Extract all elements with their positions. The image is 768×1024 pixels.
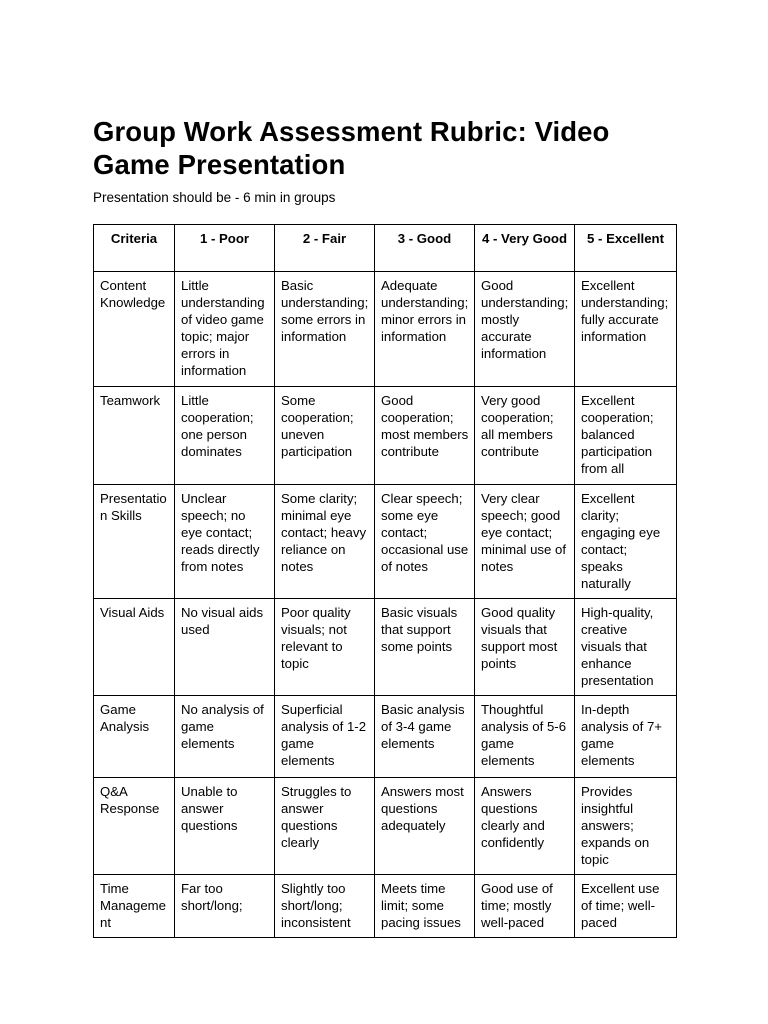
table-row — [94, 778, 677, 875]
table-row — [94, 272, 677, 387]
column-header-very-good: 4 - Very Good — [475, 225, 575, 272]
table-cell: High-quality, creative visuals that enhance presentation — [575, 599, 677, 696]
table-cell: Very clear speech; good eye contact; minimal use of notes — [475, 485, 575, 599]
column-header-excellent: 5 - Excellent — [575, 225, 677, 272]
table-cell: In-depth analysis of 7+ game elements — [575, 696, 677, 778]
table-cell: Superficial analysis of 1-2 game elements — [275, 696, 375, 778]
table-cell: Good cooperation; most members contribute — [375, 387, 475, 485]
table-cell: Little cooperation; one person dominates — [175, 387, 275, 485]
table-cell: Basic visuals that support some points — [375, 599, 475, 696]
table-cell: Provides insightful answers; expands on topic — [575, 778, 677, 875]
column-header-poor: 1 - Poor — [175, 225, 275, 272]
column-header-criteria: Criteria — [94, 225, 175, 272]
table-row — [94, 696, 677, 778]
table-header-row — [94, 225, 677, 272]
criteria-cell: Time Management — [94, 875, 175, 938]
table-cell: Excellent cooperation; balanced participation from all — [575, 387, 677, 485]
table-cell: Unable to answer questions — [175, 778, 275, 875]
column-header-good: 3 - Good — [375, 225, 475, 272]
table-cell: Thoughtful analysis of 5-6 game elements — [475, 696, 575, 778]
table-cell: Poor quality visuals; not relevant to topic — [275, 599, 375, 696]
column-header-fair: 2 - Fair — [275, 225, 375, 272]
criteria-cell: Q&A Response — [94, 778, 175, 875]
table-cell: Little understanding of video game topic; major errors in information — [175, 272, 275, 387]
table-cell: Meets time limit; some pacing issues — [375, 875, 475, 938]
table-cell: Answers questions clearly and confidently — [475, 778, 575, 875]
table-cell: Some clarity; minimal eye contact; heavy reliance on notes — [275, 485, 375, 599]
criteria-cell: Presentation Skills — [94, 485, 175, 599]
table-cell: Excellent use of time; well-paced — [575, 875, 677, 938]
table-cell: Excellent understanding; fully accurate information — [575, 272, 677, 387]
criteria-cell: Visual Aids — [94, 599, 175, 696]
rubric-table — [93, 224, 677, 938]
document-title: Group Work Assessment Rubric: Video Game Presentation — [93, 116, 610, 180]
table-cell: Adequate understanding; minor errors in information — [375, 272, 475, 387]
table-cell: Struggles to answer questions clearly — [275, 778, 375, 875]
table-cell: Slightly too short/long; inconsistent — [275, 875, 375, 938]
table-cell: Very good cooperation; all members contribute — [475, 387, 575, 485]
table-cell: Good quality visuals that support most points — [475, 599, 575, 696]
table-cell: Some cooperation; uneven participation — [275, 387, 375, 485]
table-cell: Far too short/long; — [175, 875, 275, 938]
document-subtitle: Presentation should be - 6 min in groups — [93, 190, 336, 205]
table-cell: Good understanding; mostly accurate information — [475, 272, 575, 387]
table-cell: Basic analysis of 3-4 game elements — [375, 696, 475, 778]
table-cell: Basic understanding; some errors in information — [275, 272, 375, 387]
table-cell: No analysis of game elements — [175, 696, 275, 778]
table-row — [94, 387, 677, 485]
table-cell: Clear speech; some eye contact; occasional use of notes — [375, 485, 475, 599]
criteria-cell: Game Analysis — [94, 696, 175, 778]
table-cell: Good use of time; mostly well-paced — [475, 875, 575, 938]
table-row — [94, 485, 677, 599]
table-row — [94, 599, 677, 696]
document-page — [93, 115, 677, 930]
table-cell: Unclear speech; no eye contact; reads directly from notes — [175, 485, 275, 599]
criteria-cell: Teamwork — [94, 387, 175, 485]
criteria-cell: Content Knowledge — [94, 272, 175, 387]
table-cell: Answers most questions adequately — [375, 778, 475, 875]
table-cell: Excellent clarity; engaging eye contact; speaks naturally — [575, 485, 677, 599]
table-row — [94, 875, 677, 938]
table-cell: No visual aids used — [175, 599, 275, 696]
